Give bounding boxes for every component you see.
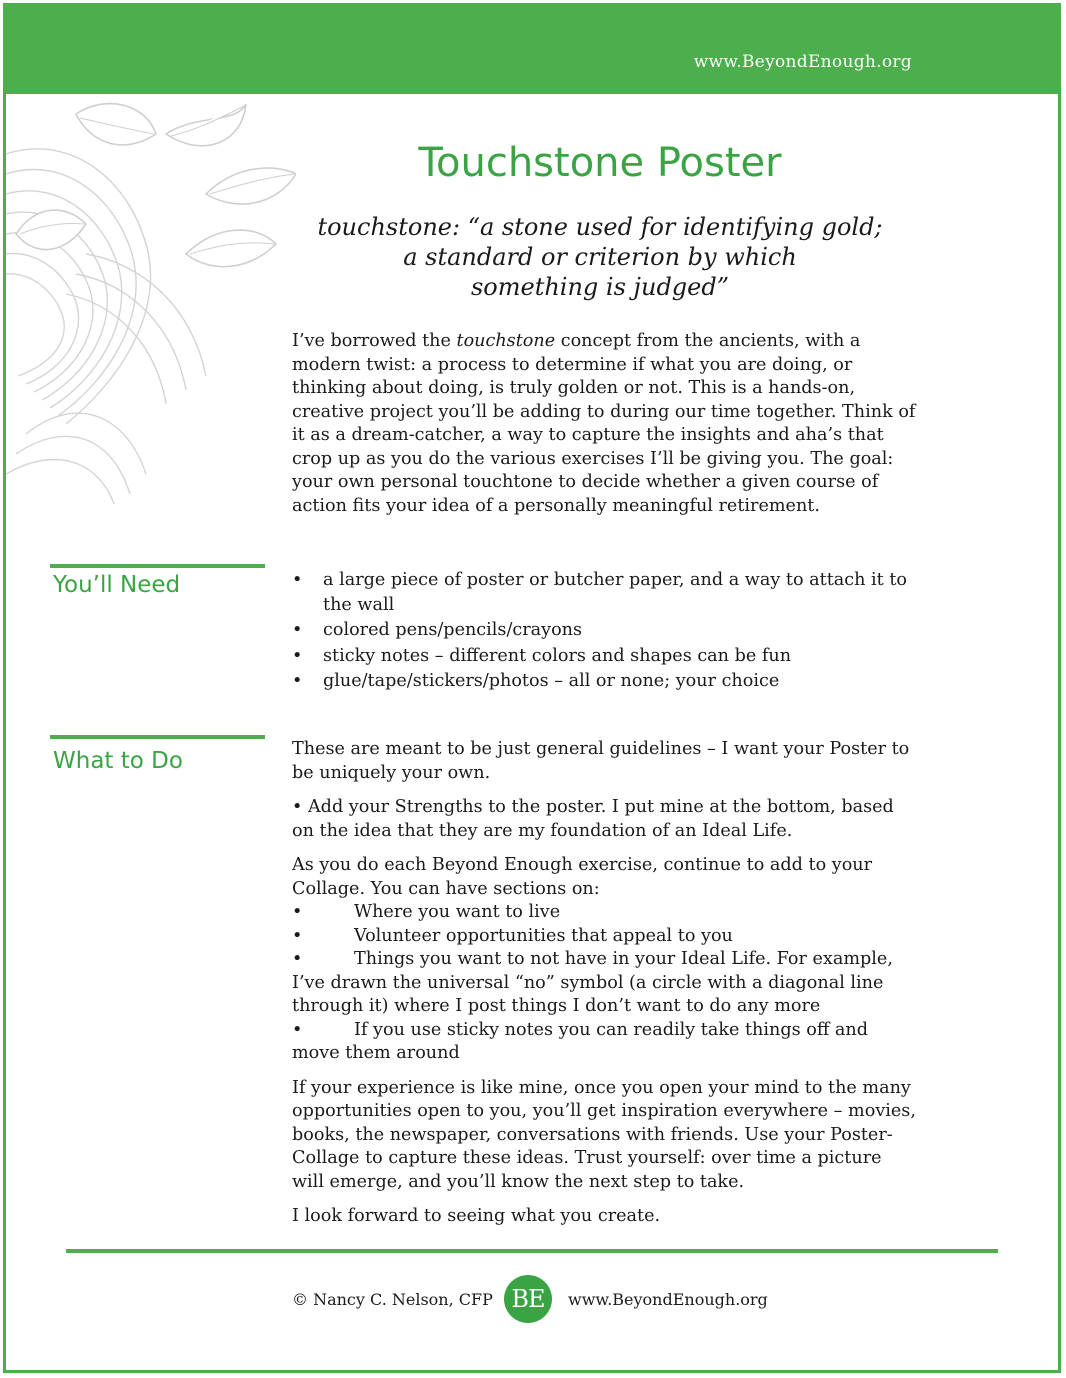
list-item: • Volunteer opportunities that appeal to you	[292, 925, 733, 946]
todo-paragraph: • Add your Strengths to the poster. I put mine at the bottom, based on the idea that they are my foundation of an Ideal Life.	[292, 797, 894, 841]
needs-list	[292, 568, 917, 695]
intro-text-after: concept from the ancients, with a modern twist: a process to determine if what you are doing, or thinking about doing, is truly golden or not. This is a hands-on, creative project you’ll be adding to during our time together. Think of it as a dream-catcher, a way to capture the insights and aha’s that crop up as you do the various exercises I’ll be giving you. The goal: your own personal touchtone to decide whether a given course of action fits your idea of a personally meaningful retirement.	[292, 331, 916, 516]
definition-line: a standard or criterion by which	[403, 243, 797, 271]
todo-sections-block	[292, 854, 917, 1066]
section-divider	[50, 735, 265, 739]
list-item: • glue/tape/stickers/photos – all or none; your choice	[292, 669, 917, 694]
footer-divider	[66, 1249, 998, 1253]
definition-quote	[290, 212, 910, 302]
intro-text-before: I’ve borrowed the	[292, 331, 457, 351]
list-item: • a large piece of poster or butcher paper, and a way to attach it to the wall	[292, 568, 917, 617]
list-item-text: If you use sticky notes you can readily take things off and move them around	[292, 1019, 868, 1063]
definition-line: something is judged”	[470, 273, 730, 301]
section-divider	[50, 564, 265, 568]
leaf-swirl-decoration-icon	[6, 94, 296, 504]
sub-item-list	[292, 901, 917, 1066]
todo-paragraph: As you do each Beyond Enough exercise, continue to add to your Collage. You can have sections on:	[292, 855, 873, 899]
todo-body	[292, 738, 917, 1240]
list-item-text: Where you want to live	[354, 902, 561, 922]
todo-paragraph: These are meant to be just general guidelines – I want your Poster to be uniquely your own.	[292, 739, 910, 783]
intro-paragraph	[292, 330, 917, 518]
list-item-text: Volunteer opportunities that appeal to you	[354, 925, 733, 946]
footer-copyright: © Nancy C. Nelson, CFP	[292, 1290, 493, 1309]
todo-paragraph: I look forward to seeing what you create.	[292, 1206, 661, 1226]
page-title: Touchstone Poster	[418, 140, 782, 186]
list-item: • If you use sticky notes you can readily take things off and move them around	[292, 1019, 868, 1063]
footer-url[interactable]: www.BeyondEnough.org	[568, 1290, 768, 1309]
list-item: • Things you want to not have in your Ideal Life. For example, I’ve drawn the universal “no” symbol (a circle with a diagonal line through it) where I post things I don’t want to do any more	[292, 949, 893, 1016]
list-item: • Where you want to live	[292, 902, 561, 922]
list-item: • sticky notes – different colors and shapes can be fun	[292, 644, 917, 669]
list-item-text: Things you want to not have in your Ideal Life. For example, I’ve drawn the universal “no” symbol (a circle with a diagonal line through it) where I post things I don’t want to do any more	[292, 949, 893, 1016]
intro-emphasis: touchstone	[456, 331, 556, 351]
list-item: • colored pens/pencils/crayons	[292, 618, 917, 643]
section-heading-todo: What to Do	[53, 748, 183, 774]
beyond-enough-logo-icon: BE	[504, 1275, 552, 1323]
header-url[interactable]: www.BeyondEnough.org	[693, 52, 912, 72]
todo-paragraph: If your experience is like mine, once you open your mind to the many opportunities open to you, you’ll get inspiration everywhere – movies, books, the newspaper, conversations with friends. Use your Poster-Collage to capture these ideas. Trust yourself: over time a picture will emerge, and you’ll know the next step to take.	[292, 1077, 916, 1192]
definition-line: touchstone: “a stone used for identifying gold;	[317, 213, 883, 241]
header-band	[6, 6, 1060, 94]
section-heading-needs: You’ll Need	[53, 572, 181, 598]
